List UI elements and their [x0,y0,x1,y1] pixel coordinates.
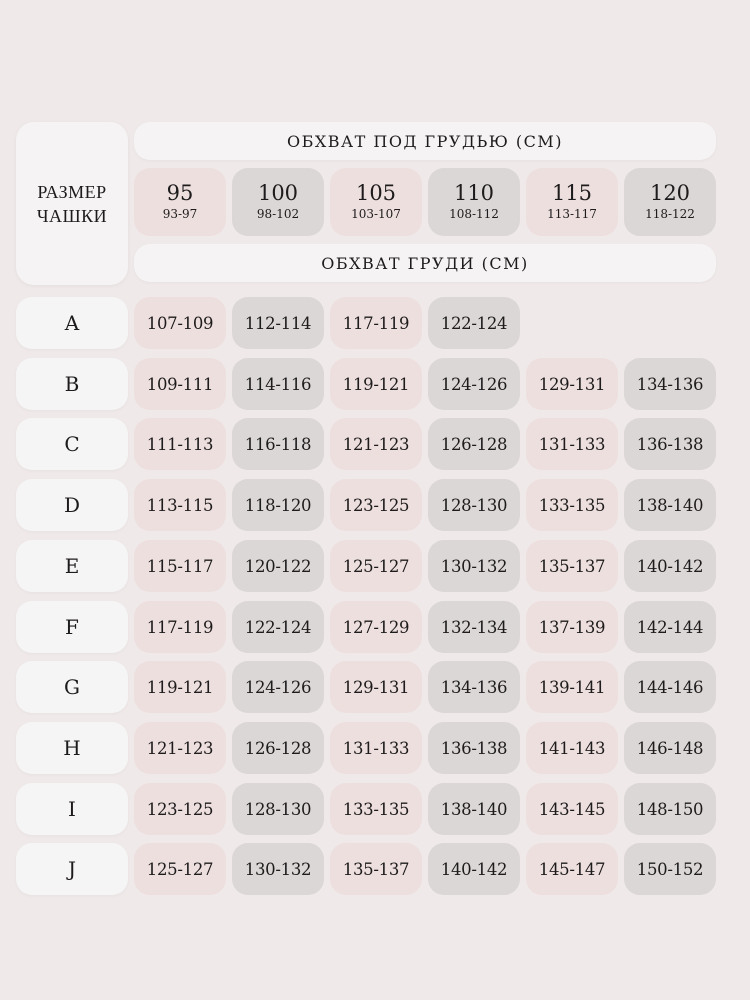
table-row [16,418,716,470]
bust-measurement-cells [134,358,716,410]
bust-measurement-cells [134,601,716,653]
band-size-value: 100 [257,181,299,205]
bust-measurement-cell: 131-133 [330,722,422,774]
bust-measurement-cell: 126-128 [428,418,520,470]
bust-measurement-cell: 124-126 [428,358,520,410]
cup-size-header-text: РАЗМЕР ЧАШКИ [36,181,108,226]
band-size-cell [624,168,716,236]
cup-size-label: G [16,661,128,713]
bust-measurement-cell: 132-134 [428,601,520,653]
cup-size-label: A [16,297,128,349]
bust-measurement-cell: 133-135 [526,479,618,531]
bust-measurement-cell: 138-140 [624,479,716,531]
bust-measurement-cell: 131-133 [526,418,618,470]
band-size-range: 93-97 [162,207,198,221]
band-size-cell [134,168,226,236]
bust-measurement-cell: 142-144 [624,601,716,653]
bust-measurement-cell: 119-121 [134,661,226,713]
band-size-range: 118-122 [645,207,695,221]
band-size-cell [232,168,324,236]
bust-measurement-cells [134,479,716,531]
bust-measurement-cell: 116-118 [232,418,324,470]
table-row [16,601,716,653]
bust-measurement-cell: 127-129 [330,601,422,653]
bust-measurement-cell: 130-132 [232,843,324,895]
cup-size-label: B [16,358,128,410]
band-size-cell [526,168,618,236]
band-size-value: 95 [166,181,194,205]
table-row [16,783,716,835]
bust-measurement-cell: 124-126 [232,661,324,713]
bust-measurement-cell: 125-127 [134,843,226,895]
bust-measurement-cell: 138-140 [428,783,520,835]
bust-measurement-cell: 144-146 [624,661,716,713]
bust-measurement-cells [134,540,716,592]
band-size-value: 110 [453,181,495,205]
bust-measurement-cell: 129-131 [526,358,618,410]
band-size-value: 115 [551,181,593,205]
bust-measurement-cells [134,418,716,470]
band-size-range: 113-117 [547,207,597,221]
table-row [16,540,716,592]
bust-measurement-cell: 121-123 [134,722,226,774]
bust-measurement-cell: 122-124 [428,297,520,349]
band-size-row [134,168,716,236]
bust-measurement-cell: 148-150 [624,783,716,835]
bust-measurement-cell: 133-135 [330,783,422,835]
bust-measurement-cell: 136-138 [428,722,520,774]
bust-measurement-cell: 140-142 [624,540,716,592]
bust-measurement-cell: 109-111 [134,358,226,410]
bust-measurement-cells [134,783,716,835]
bust-measurement-cell: 119-121 [330,358,422,410]
bust-measurement-cell: 121-123 [330,418,422,470]
cup-size-label: I [16,783,128,835]
bust-measurement-cell: 123-125 [134,783,226,835]
bust-measurement-cell: 117-119 [134,601,226,653]
bust-measurement-cell: 117-119 [330,297,422,349]
bust-measurement-cell: 128-130 [232,783,324,835]
bust-measurement-cell: 136-138 [624,418,716,470]
band-size-range: 108-112 [449,207,499,221]
bust-measurement-cell: 143-145 [526,783,618,835]
bust-measurement-cell: 113-115 [134,479,226,531]
bust-measurement-cells [134,722,716,774]
cup-size-label: D [16,479,128,531]
band-size-cell [428,168,520,236]
bust-measurement-cell: 112-114 [232,297,324,349]
bust-measurement-cell: 111-113 [134,418,226,470]
underbust-title: ОБХВАТ ПОД ГРУДЬЮ (СМ) [134,122,716,160]
table-row [16,843,716,895]
bust-measurement-cell: 150-152 [624,843,716,895]
bust-measurement-cell: 122-124 [232,601,324,653]
bust-measurement-cell: 120-122 [232,540,324,592]
bust-measurement-cell: 135-137 [526,540,618,592]
bust-measurement-cell: 114-116 [232,358,324,410]
bust-measurement-cells [134,297,716,349]
cup-size-label: E [16,540,128,592]
band-size-cell [330,168,422,236]
table-row [16,479,716,531]
bust-measurement-cell: 134-136 [624,358,716,410]
band-size-range: 98-102 [256,207,300,221]
bust-measurement-cell: 126-128 [232,722,324,774]
bust-measurement-cell: 115-117 [134,540,226,592]
bust-measurement-cell: 107-109 [134,297,226,349]
bust-measurement-cell: 140-142 [428,843,520,895]
bust-measurement-cell: 141-143 [526,722,618,774]
bust-title: ОБХВАТ ГРУДИ (СМ) [134,244,716,282]
bust-measurement-cells [134,661,716,713]
cup-size-header [16,122,128,285]
band-size-value: 105 [355,181,397,205]
bust-measurement-cell: 129-131 [330,661,422,713]
bust-measurement-cell: 123-125 [330,479,422,531]
bust-measurement-cell: 139-141 [526,661,618,713]
band-size-range: 103-107 [351,207,401,221]
band-size-value: 120 [649,181,691,205]
bust-measurement-cell: 134-136 [428,661,520,713]
bust-measurement-cell: 130-132 [428,540,520,592]
table-row [16,722,716,774]
bust-measurement-cell: 137-139 [526,601,618,653]
table-row [16,297,716,349]
cup-size-label: F [16,601,128,653]
bust-measurement-cell: 135-137 [330,843,422,895]
table-row [16,661,716,713]
bust-measurement-cell: 128-130 [428,479,520,531]
bust-measurement-cell: 145-147 [526,843,618,895]
cup-size-label: J [16,843,128,895]
bust-measurement-cell: 118-120 [232,479,324,531]
bust-measurement-cells [134,843,716,895]
bust-measurement-cell: 146-148 [624,722,716,774]
cup-size-label: H [16,722,128,774]
table-row [16,358,716,410]
bust-measurement-cell: 125-127 [330,540,422,592]
cup-size-label: C [16,418,128,470]
